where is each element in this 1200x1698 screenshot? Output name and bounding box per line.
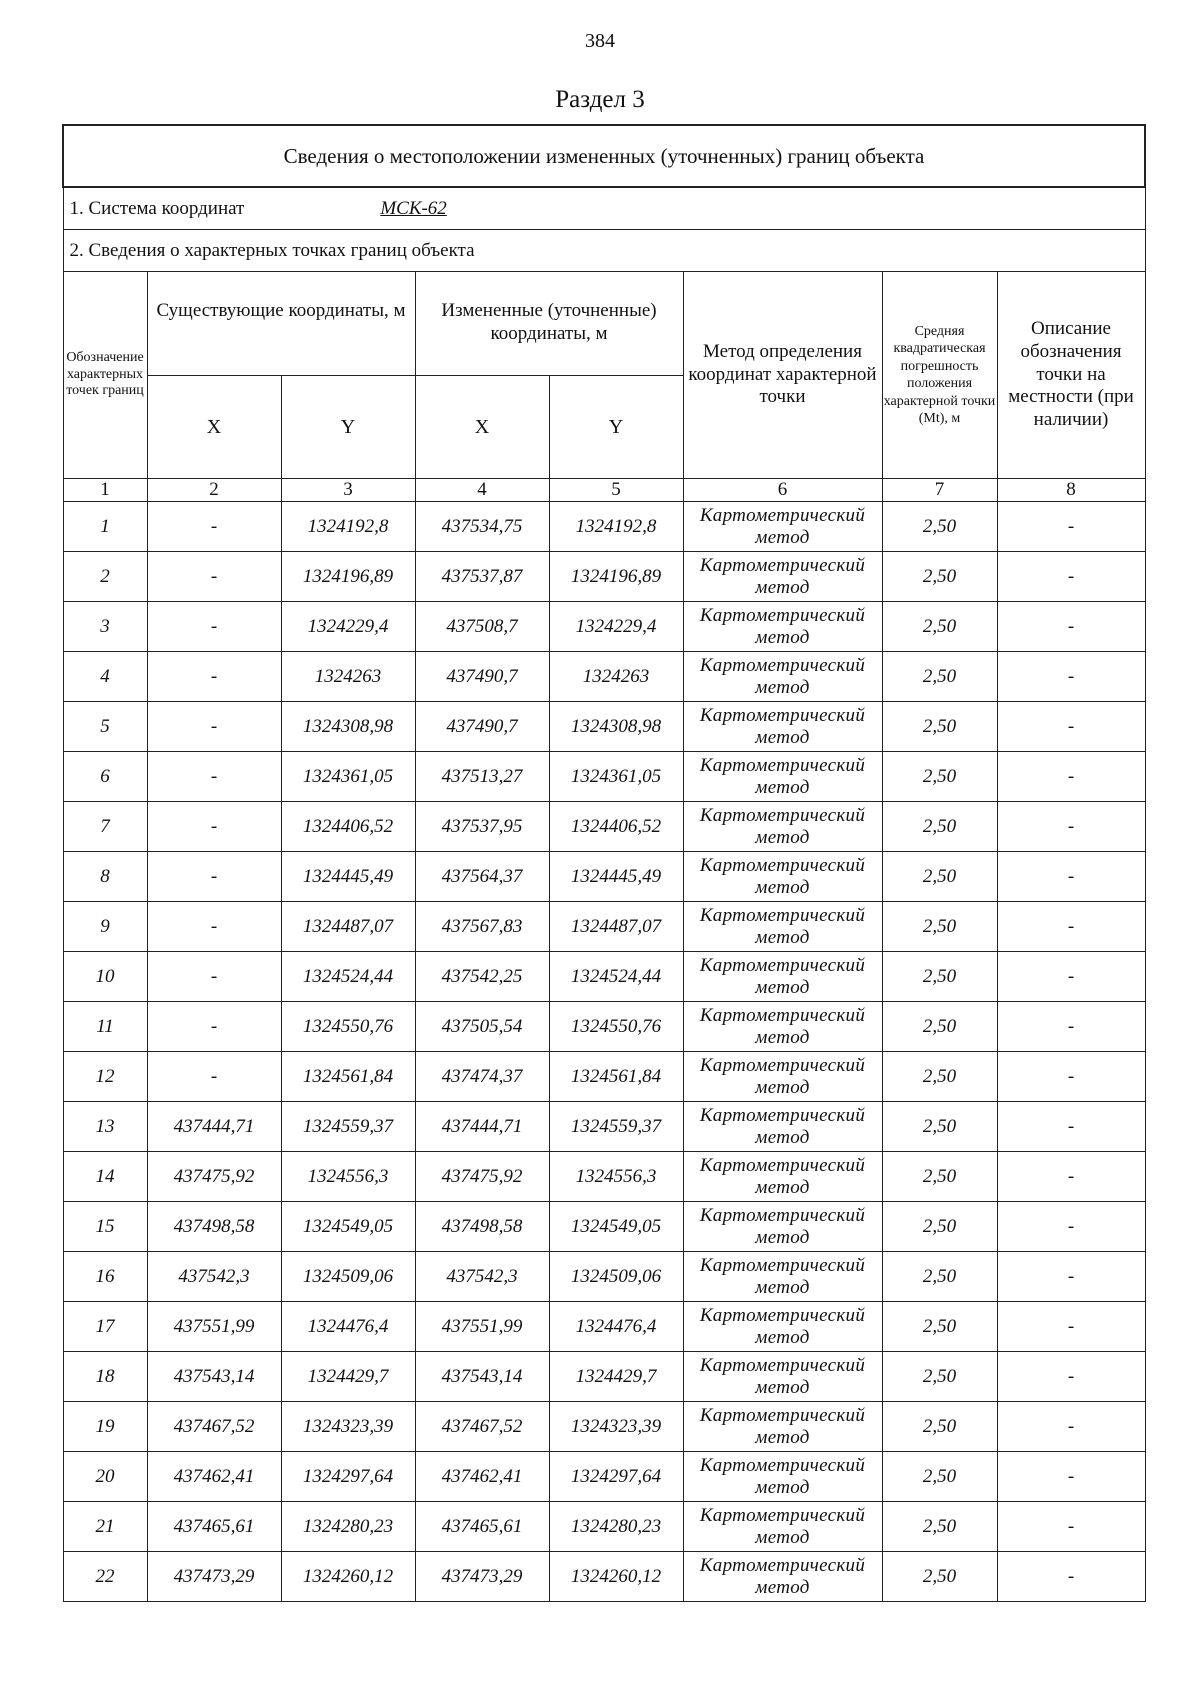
header-existing-x: X bbox=[147, 376, 281, 479]
cell-existing-x: - bbox=[147, 652, 281, 702]
cell-description: - bbox=[997, 1452, 1145, 1502]
cell-error: 2,50 bbox=[882, 1152, 997, 1202]
table-row bbox=[63, 1552, 1145, 1602]
cell-existing-x: - bbox=[147, 502, 281, 552]
cell-existing-x: - bbox=[147, 552, 281, 602]
cell-error: 2,50 bbox=[882, 1102, 997, 1152]
table-row bbox=[63, 652, 1145, 702]
table-row bbox=[63, 1002, 1145, 1052]
cell-point-number: 18 bbox=[63, 1352, 147, 1402]
cell-changed-x: 437537,87 bbox=[415, 552, 549, 602]
table-row bbox=[63, 1502, 1145, 1552]
cell-changed-y: 1324476,4 bbox=[549, 1302, 683, 1352]
cell-error: 2,50 bbox=[882, 952, 997, 1002]
column-number: 5 bbox=[549, 479, 683, 502]
cell-existing-y: 1324196,89 bbox=[281, 552, 415, 602]
cell-point-number: 21 bbox=[63, 1502, 147, 1552]
header-designation: Обозначение характерных точек границ bbox=[63, 272, 147, 479]
cell-method: Картометрический метод bbox=[683, 552, 882, 602]
cell-existing-x: 437475,92 bbox=[147, 1152, 281, 1202]
header-method: Метод определения координат характерной точки bbox=[683, 272, 882, 479]
cell-error: 2,50 bbox=[882, 1252, 997, 1302]
cell-existing-y: 1324445,49 bbox=[281, 852, 415, 902]
cell-point-number: 7 bbox=[63, 802, 147, 852]
cell-changed-y: 1324192,8 bbox=[549, 502, 683, 552]
cell-method: Картометрический метод bbox=[683, 502, 882, 552]
cell-existing-x: - bbox=[147, 1002, 281, 1052]
cell-error: 2,50 bbox=[882, 702, 997, 752]
table-row bbox=[63, 1202, 1145, 1252]
cell-description: - bbox=[997, 502, 1145, 552]
cell-description: - bbox=[997, 1052, 1145, 1102]
cell-changed-y: 1324361,05 bbox=[549, 752, 683, 802]
cell-point-number: 12 bbox=[63, 1052, 147, 1102]
cell-existing-y: 1324561,84 bbox=[281, 1052, 415, 1102]
cell-point-number: 17 bbox=[63, 1302, 147, 1352]
header-changed-coordinates: Измененные (уточненные) координаты, м bbox=[415, 272, 683, 376]
cell-changed-x: 437498,58 bbox=[415, 1202, 549, 1252]
cell-method: Картометрический метод bbox=[683, 602, 882, 652]
cell-existing-y: 1324323,39 bbox=[281, 1402, 415, 1452]
cell-description: - bbox=[997, 1152, 1145, 1202]
cell-point-number: 22 bbox=[63, 1552, 147, 1602]
cell-error: 2,50 bbox=[882, 652, 997, 702]
cell-existing-y: 1324429,7 bbox=[281, 1352, 415, 1402]
cell-error: 2,50 bbox=[882, 602, 997, 652]
cell-changed-y: 1324297,64 bbox=[549, 1452, 683, 1502]
cell-method: Картометрический метод bbox=[683, 1352, 882, 1402]
table-row bbox=[63, 1152, 1145, 1202]
cell-existing-y: 1324559,37 bbox=[281, 1102, 415, 1152]
cell-point-number: 15 bbox=[63, 1202, 147, 1252]
cell-description: - bbox=[997, 1402, 1145, 1452]
cell-method: Картометрический метод bbox=[683, 1102, 882, 1152]
cell-description: - bbox=[997, 1202, 1145, 1252]
coordinate-system-label: 1. Система координат bbox=[69, 197, 245, 219]
cell-error: 2,50 bbox=[882, 1002, 997, 1052]
cell-changed-x: 437537,95 bbox=[415, 802, 549, 852]
cell-changed-y: 1324429,7 bbox=[549, 1352, 683, 1402]
boundary-points-table bbox=[62, 124, 1146, 1602]
cell-description: - bbox=[997, 752, 1145, 802]
cell-method: Картометрический метод bbox=[683, 1402, 882, 1452]
cell-existing-x: - bbox=[147, 1052, 281, 1102]
cell-point-number: 14 bbox=[63, 1152, 147, 1202]
cell-error: 2,50 bbox=[882, 902, 997, 952]
header-changed-y: Y bbox=[549, 376, 683, 479]
cell-changed-x: 437473,29 bbox=[415, 1552, 549, 1602]
cell-description: - bbox=[997, 652, 1145, 702]
table-row bbox=[63, 602, 1145, 652]
cell-method: Картометрический метод bbox=[683, 952, 882, 1002]
table-row bbox=[63, 802, 1145, 852]
cell-existing-x: 437462,41 bbox=[147, 1452, 281, 1502]
column-number: 7 bbox=[882, 479, 997, 502]
column-number: 8 bbox=[997, 479, 1145, 502]
coordinate-system-row bbox=[63, 187, 1145, 230]
cell-changed-x: 437505,54 bbox=[415, 1002, 549, 1052]
cell-method: Картометрический метод bbox=[683, 1552, 882, 1602]
points-section-title: 2. Сведения о характерных точках границ объекта bbox=[63, 230, 1145, 272]
cell-error: 2,50 bbox=[882, 1202, 997, 1252]
table-row bbox=[63, 1402, 1145, 1452]
header-existing-coordinates: Существующие координаты, м bbox=[147, 272, 415, 376]
cell-existing-x: - bbox=[147, 752, 281, 802]
cell-existing-x: 437498,58 bbox=[147, 1202, 281, 1252]
cell-changed-y: 1324229,4 bbox=[549, 602, 683, 652]
cell-existing-y: 1324361,05 bbox=[281, 752, 415, 802]
cell-error: 2,50 bbox=[882, 1052, 997, 1102]
cell-existing-x: 437473,29 bbox=[147, 1552, 281, 1602]
cell-existing-x: 437543,14 bbox=[147, 1352, 281, 1402]
cell-error: 2,50 bbox=[882, 852, 997, 902]
cell-existing-x: - bbox=[147, 602, 281, 652]
cell-existing-x: 437444,71 bbox=[147, 1102, 281, 1152]
cell-existing-y: 1324297,64 bbox=[281, 1452, 415, 1502]
coordinate-system-value: МСК-62 bbox=[380, 197, 447, 219]
table-row bbox=[63, 552, 1145, 602]
table-row bbox=[63, 502, 1145, 552]
cell-method: Картометрический метод bbox=[683, 752, 882, 802]
cell-point-number: 19 bbox=[63, 1402, 147, 1452]
cell-changed-x: 437513,27 bbox=[415, 752, 549, 802]
cell-method: Картометрический метод bbox=[683, 1152, 882, 1202]
cell-existing-x: - bbox=[147, 802, 281, 852]
cell-changed-x: 437465,61 bbox=[415, 1502, 549, 1552]
cell-existing-x: - bbox=[147, 952, 281, 1002]
cell-changed-x: 437542,3 bbox=[415, 1252, 549, 1302]
cell-existing-y: 1324260,12 bbox=[281, 1552, 415, 1602]
cell-method: Картометрический метод bbox=[683, 652, 882, 702]
cell-description: - bbox=[997, 802, 1145, 852]
cell-method: Картометрический метод bbox=[683, 702, 882, 752]
cell-point-number: 1 bbox=[63, 502, 147, 552]
cell-method: Картометрический метод bbox=[683, 802, 882, 852]
cell-changed-y: 1324308,98 bbox=[549, 702, 683, 752]
cell-changed-x: 437508,7 bbox=[415, 602, 549, 652]
table-row bbox=[63, 1452, 1145, 1502]
cell-description: - bbox=[997, 602, 1145, 652]
table-row bbox=[63, 1252, 1145, 1302]
cell-method: Картометрический метод bbox=[683, 1002, 882, 1052]
cell-description: - bbox=[997, 902, 1145, 952]
cell-method: Картометрический метод bbox=[683, 1452, 882, 1502]
cell-point-number: 20 bbox=[63, 1452, 147, 1502]
cell-description: - bbox=[997, 852, 1145, 902]
cell-point-number: 9 bbox=[63, 902, 147, 952]
cell-error: 2,50 bbox=[882, 802, 997, 852]
table-row bbox=[63, 702, 1145, 752]
cell-existing-y: 1324406,52 bbox=[281, 802, 415, 852]
cell-existing-y: 1324192,8 bbox=[281, 502, 415, 552]
cell-description: - bbox=[997, 552, 1145, 602]
cell-description: - bbox=[997, 702, 1145, 752]
cell-changed-x: 437467,52 bbox=[415, 1402, 549, 1452]
cell-description: - bbox=[997, 952, 1145, 1002]
cell-changed-y: 1324406,52 bbox=[549, 802, 683, 852]
cell-existing-y: 1324556,3 bbox=[281, 1152, 415, 1202]
column-number: 1 bbox=[63, 479, 147, 502]
cell-error: 2,50 bbox=[882, 552, 997, 602]
cell-existing-y: 1324280,23 bbox=[281, 1502, 415, 1552]
page-number: 384 bbox=[585, 30, 615, 52]
cell-changed-x: 437542,25 bbox=[415, 952, 549, 1002]
column-number: 3 bbox=[281, 479, 415, 502]
cell-existing-y: 1324524,44 bbox=[281, 952, 415, 1002]
cell-changed-x: 437564,37 bbox=[415, 852, 549, 902]
table-title: Сведения о местоположении измененных (уточненных) границ объекта bbox=[63, 125, 1145, 187]
cell-changed-x: 437475,92 bbox=[415, 1152, 549, 1202]
cell-point-number: 8 bbox=[63, 852, 147, 902]
cell-changed-x: 437543,14 bbox=[415, 1352, 549, 1402]
cell-point-number: 10 bbox=[63, 952, 147, 1002]
cell-changed-y: 1324487,07 bbox=[549, 902, 683, 952]
cell-existing-x: - bbox=[147, 902, 281, 952]
cell-method: Картометрический метод bbox=[683, 1202, 882, 1252]
table-row bbox=[63, 852, 1145, 902]
cell-existing-y: 1324229,4 bbox=[281, 602, 415, 652]
cell-changed-y: 1324509,06 bbox=[549, 1252, 683, 1302]
cell-method: Картометрический метод bbox=[683, 852, 882, 902]
cell-error: 2,50 bbox=[882, 1552, 997, 1602]
cell-method: Картометрический метод bbox=[683, 1302, 882, 1352]
cell-description: - bbox=[997, 1302, 1145, 1352]
cell-changed-y: 1324550,76 bbox=[549, 1002, 683, 1052]
header-changed-x: X bbox=[415, 376, 549, 479]
cell-existing-x: - bbox=[147, 702, 281, 752]
cell-changed-x: 437490,7 bbox=[415, 702, 549, 752]
header-description: Описание обозначения точки на местности (при наличии) bbox=[997, 272, 1145, 479]
table-row bbox=[63, 752, 1145, 802]
cell-changed-x: 437551,99 bbox=[415, 1302, 549, 1352]
cell-existing-x: 437542,3 bbox=[147, 1252, 281, 1302]
cell-point-number: 4 bbox=[63, 652, 147, 702]
table-row bbox=[63, 902, 1145, 952]
cell-error: 2,50 bbox=[882, 1402, 997, 1452]
cell-changed-y: 1324556,3 bbox=[549, 1152, 683, 1202]
cell-error: 2,50 bbox=[882, 502, 997, 552]
cell-changed-y: 1324323,39 bbox=[549, 1402, 683, 1452]
cell-error: 2,50 bbox=[882, 1302, 997, 1352]
cell-description: - bbox=[997, 1102, 1145, 1152]
cell-changed-x: 437474,37 bbox=[415, 1052, 549, 1102]
cell-changed-x: 437534,75 bbox=[415, 502, 549, 552]
cell-changed-y: 1324549,05 bbox=[549, 1202, 683, 1252]
cell-point-number: 3 bbox=[63, 602, 147, 652]
table-row bbox=[63, 952, 1145, 1002]
cell-point-number: 13 bbox=[63, 1102, 147, 1152]
cell-changed-y: 1324280,23 bbox=[549, 1502, 683, 1552]
cell-method: Картометрический метод bbox=[683, 902, 882, 952]
cell-point-number: 2 bbox=[63, 552, 147, 602]
cell-error: 2,50 bbox=[882, 1352, 997, 1402]
column-number: 4 bbox=[415, 479, 549, 502]
cell-description: - bbox=[997, 1502, 1145, 1552]
cell-error: 2,50 bbox=[882, 1452, 997, 1502]
cell-point-number: 16 bbox=[63, 1252, 147, 1302]
table-row bbox=[63, 1052, 1145, 1102]
cell-changed-y: 1324263 bbox=[549, 652, 683, 702]
cell-changed-y: 1324524,44 bbox=[549, 952, 683, 1002]
cell-changed-y: 1324445,49 bbox=[549, 852, 683, 902]
cell-description: - bbox=[997, 1252, 1145, 1302]
column-number: 6 bbox=[683, 479, 882, 502]
cell-existing-y: 1324308,98 bbox=[281, 702, 415, 752]
cell-existing-y: 1324263 bbox=[281, 652, 415, 702]
cell-changed-x: 437444,71 bbox=[415, 1102, 549, 1152]
cell-existing-x: - bbox=[147, 852, 281, 902]
cell-point-number: 11 bbox=[63, 1002, 147, 1052]
cell-changed-x: 437567,83 bbox=[415, 902, 549, 952]
cell-existing-x: 437551,99 bbox=[147, 1302, 281, 1352]
cell-description: - bbox=[997, 1002, 1145, 1052]
cell-existing-y: 1324476,4 bbox=[281, 1302, 415, 1352]
column-number-row bbox=[63, 479, 1145, 502]
cell-changed-x: 437490,7 bbox=[415, 652, 549, 702]
cell-changed-y: 1324559,37 bbox=[549, 1102, 683, 1152]
cell-existing-y: 1324550,76 bbox=[281, 1002, 415, 1052]
table-row bbox=[63, 1102, 1145, 1152]
cell-error: 2,50 bbox=[882, 1502, 997, 1552]
cell-existing-x: 437465,61 bbox=[147, 1502, 281, 1552]
cell-changed-y: 1324260,12 bbox=[549, 1552, 683, 1602]
cell-point-number: 6 bbox=[63, 752, 147, 802]
column-number: 2 bbox=[147, 479, 281, 502]
cell-description: - bbox=[997, 1552, 1145, 1602]
cell-changed-y: 1324196,89 bbox=[549, 552, 683, 602]
cell-method: Картометрический метод bbox=[683, 1052, 882, 1102]
cell-description: - bbox=[997, 1352, 1145, 1402]
table-row bbox=[63, 1302, 1145, 1352]
header-existing-y: Y bbox=[281, 376, 415, 479]
section-title: Раздел 3 bbox=[555, 86, 645, 113]
cell-existing-y: 1324509,06 bbox=[281, 1252, 415, 1302]
cell-existing-y: 1324487,07 bbox=[281, 902, 415, 952]
cell-existing-x: 437467,52 bbox=[147, 1402, 281, 1452]
cell-changed-y: 1324561,84 bbox=[549, 1052, 683, 1102]
cell-error: 2,50 bbox=[882, 752, 997, 802]
header-error: Средняя квадратическая погрешность положения характерной точки (Mt), м bbox=[882, 272, 997, 479]
cell-changed-x: 437462,41 bbox=[415, 1452, 549, 1502]
cell-existing-y: 1324549,05 bbox=[281, 1202, 415, 1252]
cell-method: Картометрический метод bbox=[683, 1502, 882, 1552]
cell-point-number: 5 bbox=[63, 702, 147, 752]
table-row bbox=[63, 1352, 1145, 1402]
cell-method: Картометрический метод bbox=[683, 1252, 882, 1302]
